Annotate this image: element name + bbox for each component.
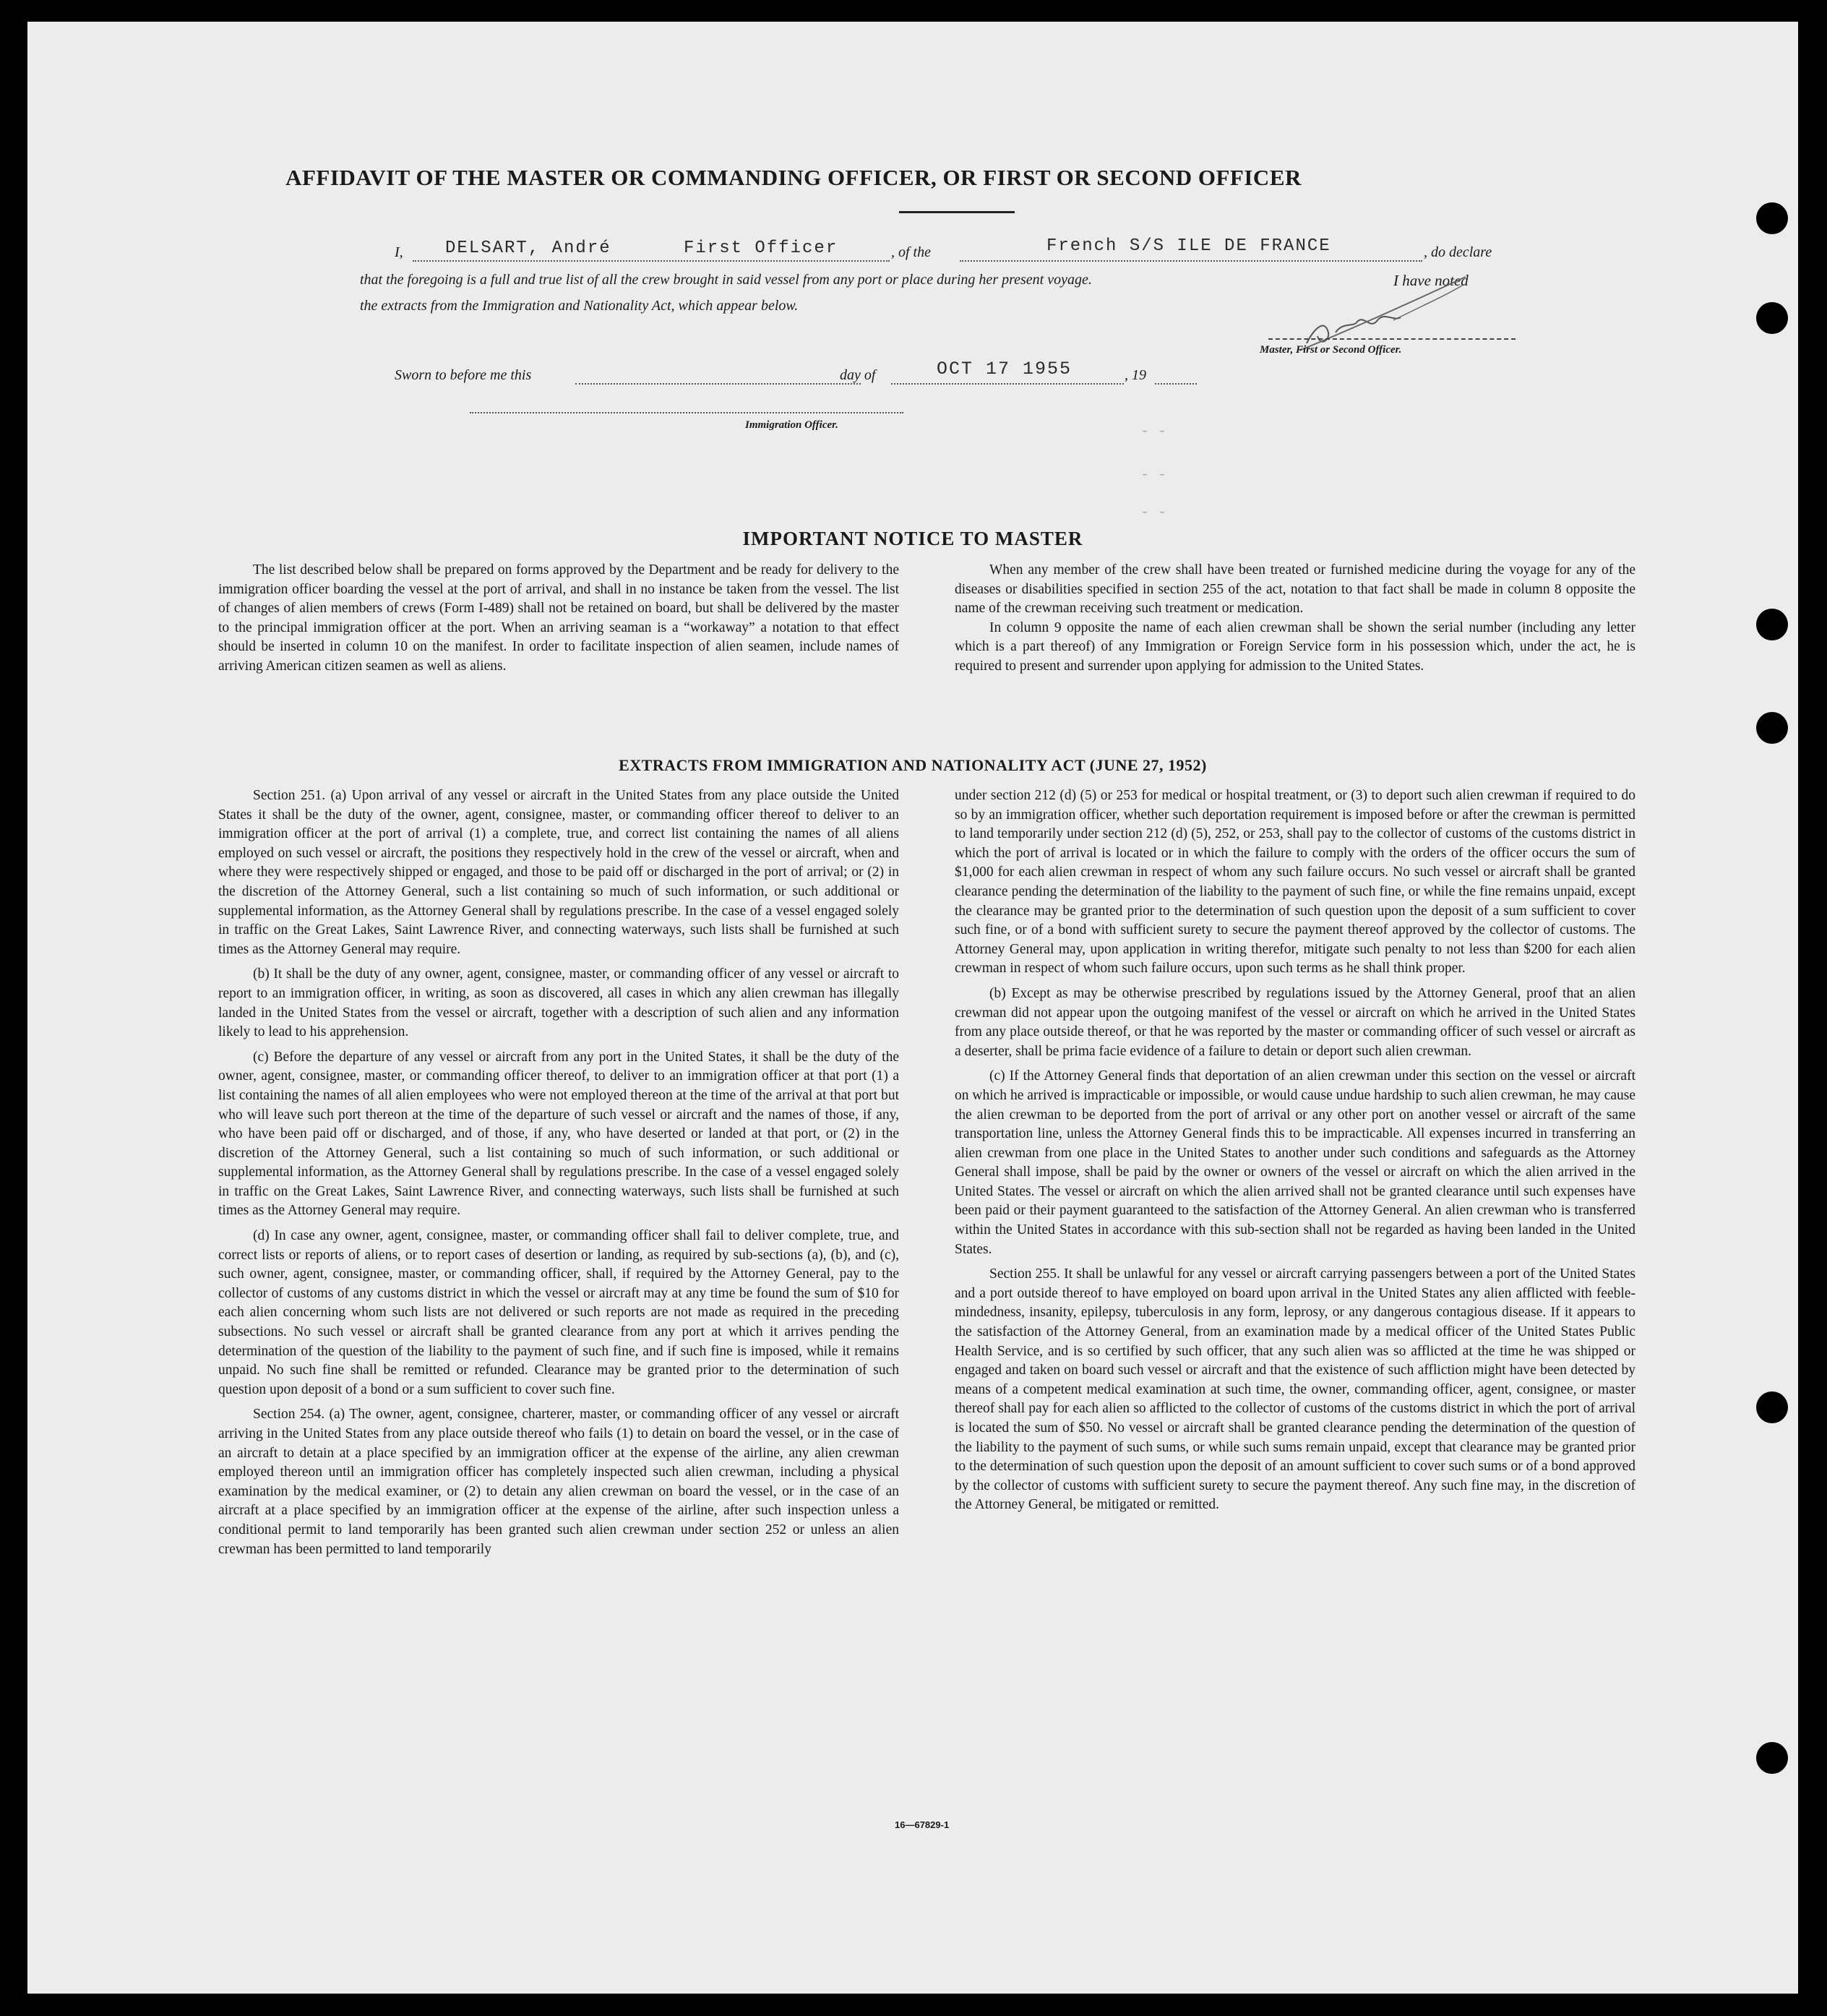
title-rule <box>899 211 1015 213</box>
punch-hole <box>1756 609 1788 640</box>
i-label: I, <box>395 244 403 260</box>
notice-left-column <box>218 561 899 677</box>
notice-paragraph: When any member of the crew shall have been treated or furnished medicine during the voyage for any of the diseases or disabilities specified in section 255 of the act, notation to that fact shall be made in column 8 opposite the name of the crewman receiving such treatment or medication. <box>955 562 1635 617</box>
act-paragraph: Section 251. (a) Upon arrival of any vessel or aircraft in the United States from any place outside the United States it shall be the duty of the owner, agent, consignee, master, or commanding officer thereof to deliver to an immigration officer at the port of arrival (1) a complete, true, and correct list containing the names of all aliens employed on such vessel or aircraft, the positions they respectively hold in the crew of the vessel or aircraft, when and where they were respectively shipped or engaged, and those to be paid off or discharged in the port of arrival; or (2) in the discretion of the Attorney General, such a list containing so much of such information, or such additional or supplemental information, as the Attorney General shall by regulations prescribe. In the case of a vessel engaged solely in traffic on the Great Lakes, Saint Lawrence River, and connecting waterways, such lists shall be furnished at such times as the Attorney General may require. <box>218 788 899 957</box>
of-the-label: , of the <box>891 244 931 260</box>
act-paragraph: Section 254. (a) The owner, agent, consignee, charterer, master, or commanding officer of any vessel or aircraft arriving in the United States from any place outside thereof who fails (1) to detain on board the vessel, or in the case of an aircraft to detain at a place specified by an immigration officer at the expense of the airline, any alien crewman employed thereon until an immigration officer has completely inspected such alien crewman, including a physical examination by the medical examiner, or (2) to detain any alien crewman on board the vessel, or in the case of an aircraft at a place specified by an immigration officer at the expense of the airline, after such inspection unless a conditional permit to land temporarily has been granted such alien crewman under section 252 or unless an alien crewman has been permitted to land temporarily <box>218 1407 899 1557</box>
year-label: , 19 <box>1125 367 1146 383</box>
officer-rank: First Officer <box>684 239 838 258</box>
act-paragraph: (d) In case any owner, agent, consignee, master, or commanding officer shall fail to deliver complete, true, and correct lists or reports of aliens, or to report cases of desertion or landing, as required by sub-sections (a), (b), and (c), such owner, agent, consignee, master, or commanding officer, shall, if required by the Attorney General, pay to the collector of customs of any customs district in which the vessel or aircraft may at any time be found the sum of $10 for each alien concerning whom such lists are not delivered or such reports are not made as required in the preceding subsections. No such vessel or aircraft shall be granted clearance from any port at which it arrives pending the determination of the question of the liability to the payment of such fine, and if such fine is imposed, while it remains unpaid. No such fine shall be remitted or refunded. Clearance may be granted prior to the determination of such question upon deposit of a bond or a sum sufficient to cover such fine. <box>218 1228 899 1397</box>
declaration-line-3: the extracts from the Immigration and Nationality Act, which appear below. <box>360 298 799 314</box>
act-paragraph: (b) Except as may be otherwise prescribed by regulations issued by the Attorney General, proof that an alien crewman did not appear upon the outgoing manifest of the vessel or aircraft on which he arrived in the United States from any place outside thereof, or that he was reported by the master or commanding officer of such vessel or aircraft as a deserter, shall be prima facie evidence of a failure to detain or deport such alien crewman. <box>955 985 1635 1059</box>
vessel-name: French S/S ILE DE FRANCE <box>1046 236 1331 256</box>
notice-right-column <box>955 561 1635 677</box>
act-paragraph: (b) It shall be the duty of any owner, agent, consignee, master, or commanding officer of any vessel or aircraft to report to an immigration officer, in writing, as soon as discovered, all cases in which any alien crewman has illegally landed in the United States from the vessel or aircraft, together with a description of such alien and any information likely to lead to his apprehension. <box>218 966 899 1040</box>
extracts-title: EXTRACTS FROM IMMIGRATION AND NATIONALITY ACT (JUNE 27, 1952) <box>619 756 1207 774</box>
signature-line <box>1268 338 1516 340</box>
act-paragraph: (c) If the Attorney General finds that deportation of an alien crewman under this section on the vessel or aircraft on which he arrived is impracticable or impossible, or would cause undue hardship to such alien crewman, he may cause the alien crewman to be deported from the port of arrival or any other port on another vessel or aircraft of the same transportation line, unless the Attorney General finds this to be impracticable. All expenses incurred in transferring an alien crewman from one place in the United States to another under such conditions and safeguards as the Attorney General shall impose, shall be paid by the owner or owners of the vessel or aircraft on which the alien arrived in the United States. The vessel or aircraft on which the alien arrived shall not be granted clearance until such expenses have been paid or their payment guaranteed to the satisfaction of the Attorney General. An alien crewman who is transferred within the United States in accordance with this sub-section shall not be regarded as having been landed in the United States. <box>955 1068 1635 1257</box>
extracts-right-column <box>955 786 1635 1515</box>
bleed-through-mark: - - <box>1140 424 1167 440</box>
act-paragraph: under section 212 (d) (5) or 253 for medical or hospital treatment, or (3) to deport such alien crewman if required to do so by an immigration officer, whether such deportation requirement is imposed before or after the crewman is permitted to land temporarily under section 212 (d) (5), 252, or 253, shall pay to the collector of customs of the customs district in which the port of arrival is located or in which the failure to comply with the orders of the officer occurs the sum of $1,000 for each alien crewman in respect of whom any such failure occurs. No such vessel or aircraft shall be granted clearance pending the determination of the liability to the payment of such fine, or while the fine remains unpaid, except the clearance may be granted prior to the determination of such question upon the deposit of a sum sufficient to cover such fine, or of a bond with sufficient surety to secure the payment thereof approved by the collector of customs. The Attorney General may, upon application in writing therefor, mitigate such penalty to not less than $200 for each alien crewman in respect of whom such failure occurs, upon such terms as he shall think proper. <box>955 788 1635 977</box>
punch-hole <box>1756 1742 1788 1774</box>
declaration-line-2: that the foregoing is a full and true list of all the crew brought in said vessel from any port or place during her present voyage. <box>360 272 1092 288</box>
act-paragraph: Section 255. It shall be unlawful for any vessel or aircraft carrying passengers between a port of the United States and a port outside thereof to have employed on board upon arrival in the United States any alien afflicted with feeble-mindedness, insanity, epilepsy, tuberculosis in any form, leprosy, or any dangerous contagious disease. If it appears to the satisfaction of the Attorney General, from an examination made by a medical officer of the United States Public Health Service, and is so certified by such officer, that any such alien was so afflicted at the time he was shipped or engaged and taken on board such vessel or aircraft and that the existence of such affliction might have been detected by means of a competent medical examination at such time, the owner, commanding officer, agent, consignee, or master thereof shall pay for each alien so afflicted to the collector of customs of the customs district in which the port of arrival is located the sum of $50. No vessel or aircraft shall be granted clearance pending the determination of the question of the liability to the payment of such sums, or while such sums remain unpaid, except that clearance may be granted prior to the determination of such question upon the deposit of an amount sufficient to cover such sums or of a bond approved by the collector of customs with sufficient surety to secure the payment thereof. Any such fine may, in the discretion of the Attorney General, be mitigated or remitted. <box>955 1266 1635 1513</box>
sworn-label: Sworn to before me this <box>395 367 532 383</box>
notice-paragraph: In column 9 opposite the name of each alien crewman shall be shown the serial number (including any letter which is a part thereof) of any Immigration or Foreign Service form in his possession which, under the act, he is required to present and surrender upon applying for admission to the United States. <box>955 619 1635 674</box>
form-code: 16—67829-1 <box>895 1819 950 1830</box>
punch-hole <box>1756 302 1788 334</box>
notice-paragraph: The list described below shall be prepared on forms approved by the Department and be ready for delivery to the immigration officer boarding the vessel at the port of arrival, and shall in no instance be taken from the vessel. The list of changes of alien members of crews (Form I-489) shall not be retained on board, but shall be delivered by the master to the principal immigration officer at the port. When an arriving seaman is a “workaway” a notation to that effect should be inserted in column 10 on the manifest. In order to facilitate inspection of alien seamen, include names of arriving American citizen seamen as well as aliens. <box>218 562 899 674</box>
document-page <box>27 22 1798 1994</box>
extracts-left-column <box>218 786 899 1559</box>
sworn-day-line <box>575 366 861 385</box>
affidavit-title: AFFIDAVIT OF THE MASTER OR COMMANDING OFFICER, OR FIRST OR SECOND OFFICER <box>285 165 1302 190</box>
do-declare-label: , do declare <box>1424 244 1492 260</box>
notice-title: IMPORTANT NOTICE TO MASTER <box>742 528 1083 549</box>
year-line <box>1155 366 1197 385</box>
bleed-through-mark: - - <box>1140 505 1167 521</box>
day-of-label: day of <box>840 367 876 383</box>
officer-signature-line <box>470 405 903 413</box>
noted-handwritten: I have noted <box>1393 272 1469 289</box>
punch-hole <box>1756 712 1788 744</box>
punch-hole <box>1756 202 1788 234</box>
crew-officer-name: DELSART, André <box>445 239 611 258</box>
immigration-officer-caption: Immigration Officer. <box>745 419 838 431</box>
signature-caption: Master, First or Second Officer. <box>1260 344 1402 356</box>
punch-hole <box>1756 1391 1788 1423</box>
date-stamp: OCT 17 1955 <box>937 359 1072 379</box>
bleed-through-mark: - - <box>1140 467 1167 484</box>
act-paragraph: (c) Before the departure of any vessel or aircraft from any port in the United States, it shall be the duty of the owner, agent, consignee, master, or commanding officer thereof, to deliver to an immigration officer at that port (1) a list containing the names of all alien employees who were not employed thereon at the time of the arrival at that port but who will leave such port thereon at the time of the departure of such vessel or aircraft and the names of those, if any, who have been paid off or discharged, and of those, if any, who have deserted or landed at that port, or (2) in the discretion of the Attorney General, such a list containing so much of such information, or such additional or supplemental information, as the Attorney General shall by regulations prescribe. In the case of a vessel engaged solely in traffic on the Great Lakes, Saint Lawrence River, and connecting waterways, such lists shall be furnished at such times as the Attorney General may require. <box>218 1049 899 1219</box>
